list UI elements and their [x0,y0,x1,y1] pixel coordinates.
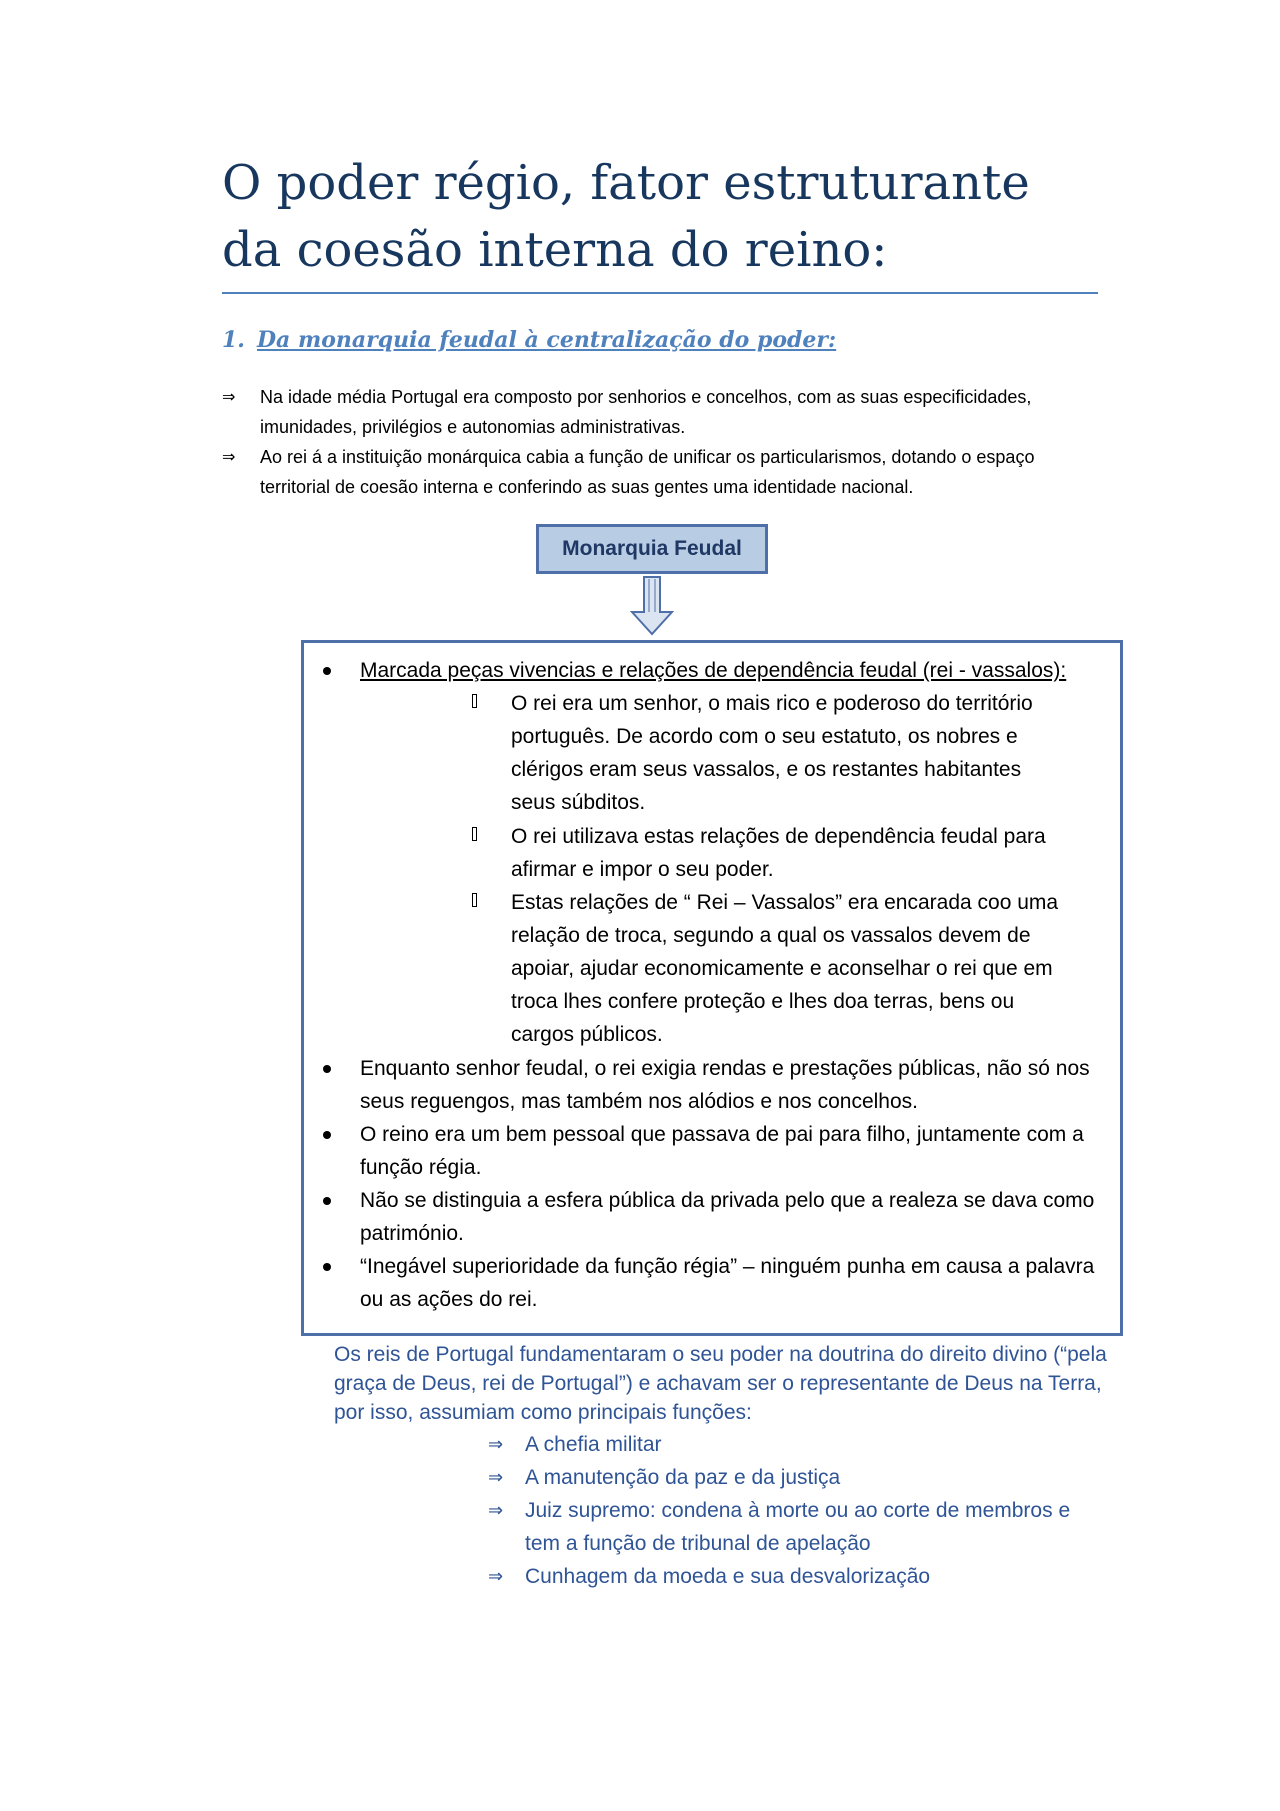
double-arrow-icon: ⇒ [488,1500,504,1521]
section-title: Da monarquia feudal à centralização do poder: [256,327,837,353]
box-item-text: “Inegável superioridade da função régia” – ninguém punha em causa a palavra ou as ações do rei. [360,1255,1095,1311]
function-text: A manutenção da paz e da justiça [525,1466,841,1489]
box-item-text: O reino era um bem pessoal que passava de pai para filho, juntamente com a função régia. [360,1123,1084,1179]
list-item [222,442,1102,502]
intro-text: Na idade média Portugal era composto por senhorios e concelhos, com as suas especificidades, imunidades, privilégios e autonomias administrativas. [260,387,1032,437]
list-item [222,382,1102,442]
square-bullet-icon [472,827,477,841]
box-heading-item: Marcada peças vivencias e relações de dependência feudal (rei - vassalos): [360,659,1067,682]
double-arrow-icon: ⇒ [488,1434,504,1455]
characteristics-box [301,640,1123,1336]
intro-text: Ao rei á a instituição monárquica cabia a função de unificar os particularismos, dotando o espaço territorial de coesão interna e conferindo as suas gentes uma identidade nacional. [260,447,1035,497]
square-bullet-icon [472,893,477,907]
bullet-icon [323,1263,331,1271]
double-arrow-icon: ⇒ [222,387,236,406]
double-arrow-icon: ⇒ [222,447,236,466]
box-item-text: Não se distinguia a esfera pública da privada pelo que a realeza se dava como património. [360,1189,1095,1245]
double-arrow-icon: ⇒ [488,1467,504,1488]
sub-item-text: Estas relações de “ Rei – Vassalos” era encarada coo uma relação de troca, segundo a qual os vassalos devem de apoiar, ajudar economicamente e aconselhar o rei que em troca lhes confere proteção e lhes doa terras, bens ou cargos públicos. [511,891,1059,1046]
page-title: O poder régio, fator estruturante da coesão interna do reino: [222,155,1030,278]
double-arrow-icon: ⇒ [488,1566,504,1587]
list-item [488,1494,1108,1560]
list-item [488,1428,1108,1461]
bullet-icon [323,1197,331,1205]
section-heading [222,327,836,353]
list-item [488,1560,1108,1593]
functions-list [488,1428,1108,1593]
monarquia-feudal-label: Monarquia Feudal [562,537,742,560]
box-item-text: Enquanto senhor feudal, o rei exigia rendas e prestações públicas, não só nos seus reguengos, mas também nos alódios e nos concelhos. [360,1057,1090,1113]
function-text: Cunhagem da moeda e sua desvalorização [525,1565,931,1588]
sub-item-text: O rei utilizava estas relações de dependência feudal para afirmar e impor o seu poder. [511,825,1046,881]
intro-list [222,382,1102,502]
bullet-icon [323,1131,331,1139]
down-arrow-icon [630,576,674,636]
section-number: 1. [222,327,245,353]
monarquia-feudal-box [536,524,768,574]
list-item [488,1461,1108,1494]
function-text: A chefia militar [525,1433,662,1456]
bullet-icon [323,1065,331,1073]
bullet-icon [323,667,331,675]
sub-item-text: O rei era um senhor, o mais rico e poderoso do território português. De acordo com o seu estatuto, os nobres e clérigos eram seus vassalos, e os restantes habitantes seus súbditos. [511,692,1033,814]
function-text: Juiz supremo: condena à morte ou ao corte de membros e tem a função de tribunal de apelação [525,1499,1071,1555]
title-underline [222,292,1098,294]
square-bullet-icon [472,694,477,708]
divine-right-paragraph: Os reis de Portugal fundamentaram o seu poder na doutrina do direito divino (“pela graça de Deus, rei de Portugal”) e achavam ser o representante de Deus na Terra, por isso, assumiam como principais funções: [334,1343,1107,1424]
